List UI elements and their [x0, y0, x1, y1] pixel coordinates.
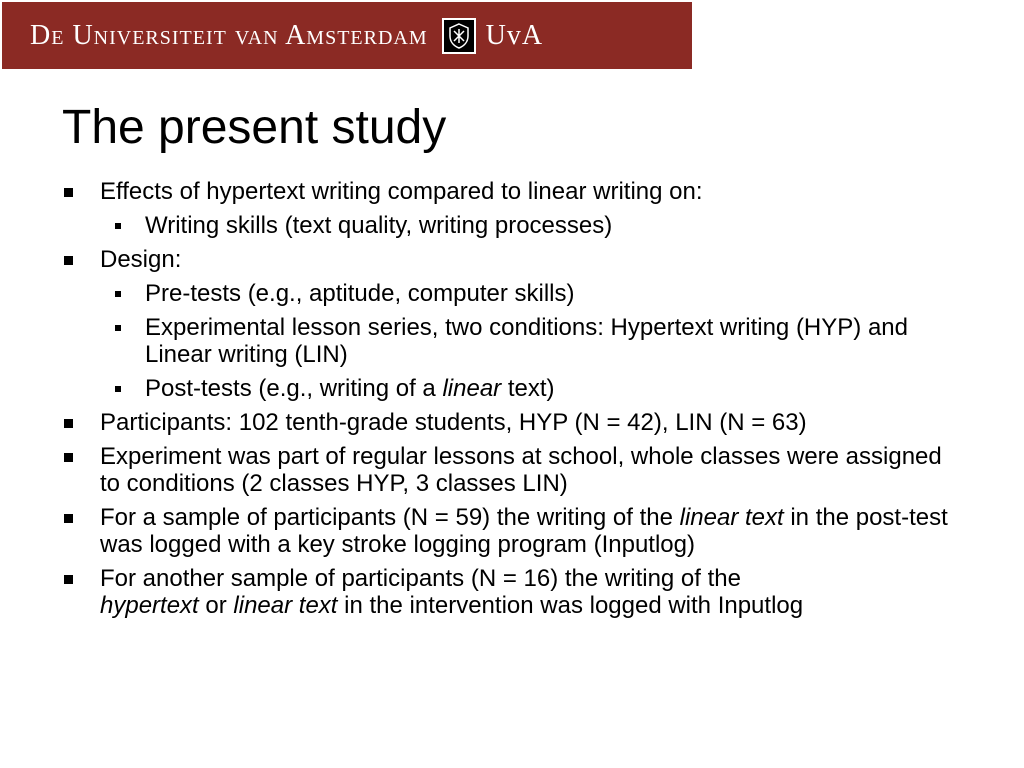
uva-crest-icon	[442, 18, 476, 54]
bullet-text: Design:	[100, 246, 182, 273]
bullet-text: Effects of hypertext writing compared to linear writing on:	[100, 178, 703, 205]
bullet-text-part: or	[198, 592, 234, 619]
emphasis-text: linear text	[233, 592, 338, 619]
square-bullet-icon	[64, 419, 73, 428]
sub-bullet-text: Pre-tests (e.g., aptitude, computer skills)	[145, 280, 575, 307]
bullet-text-part: For a sample of participants (N = 59) the writing of the	[100, 504, 680, 531]
square-bullet-icon	[64, 453, 73, 462]
small-square-bullet-icon	[115, 325, 121, 331]
bullet-text-part: in the intervention was logged with Inputlog	[337, 592, 804, 619]
small-square-bullet-icon	[115, 223, 121, 229]
sub-bullet-text: Experimental lesson series, two conditions: Hypertext writing (HYP) and Linear writing (LIN)	[145, 314, 908, 368]
bullet-item-design	[63, 246, 963, 402]
square-bullet-icon	[64, 514, 73, 523]
sub-bullet-item	[100, 375, 963, 402]
sub-bullet-list	[100, 212, 963, 239]
small-square-bullet-icon	[115, 386, 121, 392]
emphasis-text: linear text	[679, 504, 784, 531]
square-bullet-icon	[64, 575, 73, 584]
emphasis-text: linear	[442, 375, 502, 402]
small-square-bullet-icon	[115, 291, 121, 297]
sub-bullet-list	[100, 280, 963, 402]
sub-bullet-text: Writing skills (text quality, writing processes)	[145, 212, 613, 239]
square-bullet-icon	[64, 256, 73, 265]
bullet-item-another-sample	[63, 565, 963, 619]
sub-bullet-text-part: text)	[501, 375, 555, 402]
university-name: De Universiteit van Amsterdam	[30, 19, 428, 51]
sub-bullet-item	[100, 280, 963, 307]
emphasis-text: hypertext	[100, 592, 199, 619]
bullet-item-participants	[63, 409, 963, 436]
bullet-text: Participants: 102 tenth-grade students, HYP (N = 42), LIN (N = 63)	[100, 409, 807, 436]
university-banner	[2, 2, 692, 69]
bullet-item-effects	[63, 178, 963, 239]
square-bullet-icon	[64, 188, 73, 197]
bullet-item-sample-logging	[63, 504, 963, 558]
bullet-text-part: in the post-test was logged with a key stroke logging program (Inputlog)	[100, 504, 948, 558]
bullet-list	[63, 178, 963, 626]
sub-bullet-text-part: Post-tests (e.g., writing of a	[145, 375, 443, 402]
slide-title: The present study	[62, 101, 447, 154]
sub-bullet-item	[100, 212, 963, 239]
sub-bullet-item	[100, 314, 963, 368]
bullet-item-experiment	[63, 443, 963, 497]
bullet-text: Experiment was part of regular lessons at school, whole classes were assigned to conditions (2 classes HYP, 3 classes LIN)	[100, 443, 942, 497]
university-abbreviation: UvA	[485, 19, 544, 51]
bullet-text-part: For another sample of participants (N = 16) the writing of the	[100, 565, 741, 592]
